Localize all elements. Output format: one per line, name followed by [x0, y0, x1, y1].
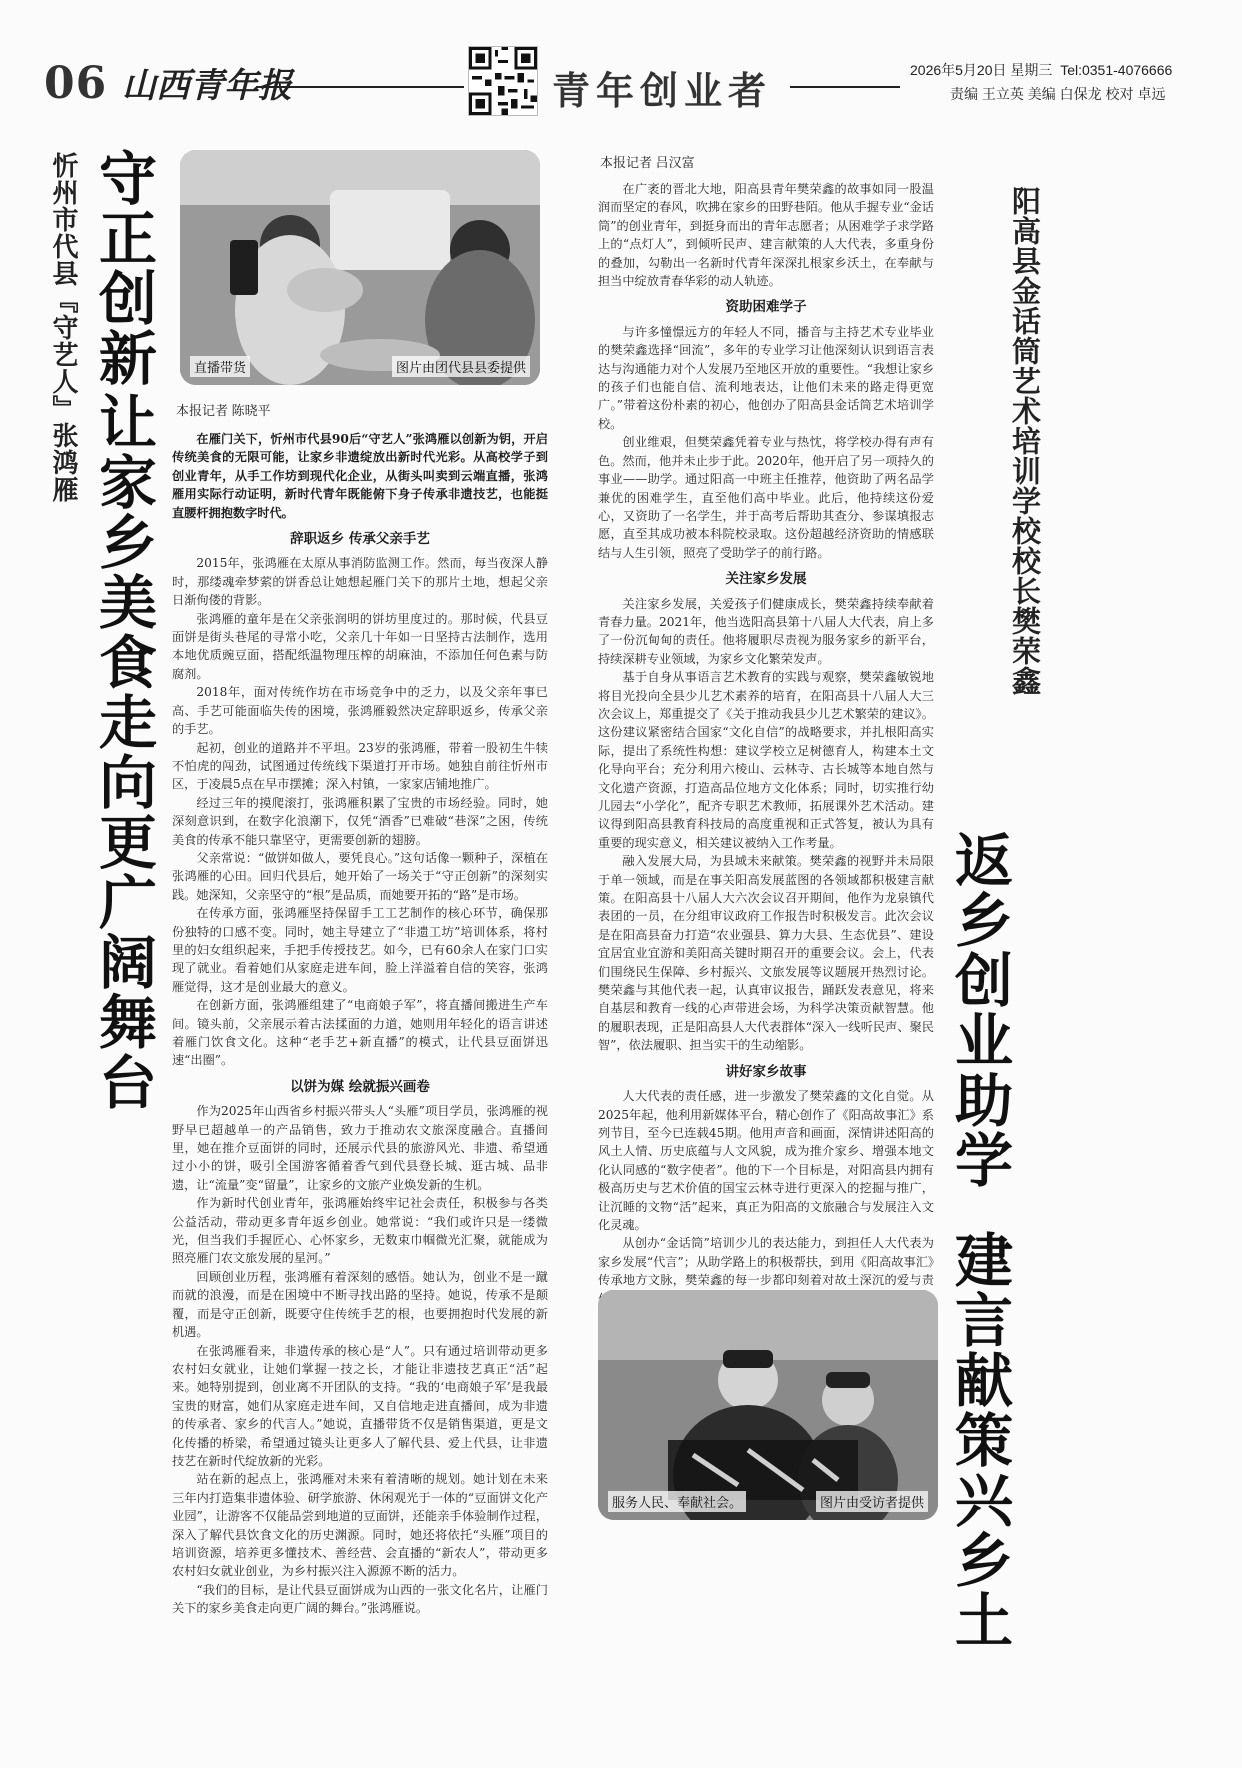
left-story-photo [180, 150, 540, 385]
paragraph: 父亲常说：“做饼如做人，要凭良心。”这句话像一颗种子，深植在张鸿雁的心田。回归代县后，她开始了一场关于“守正创新”的深刻实践。她深知，父亲坚守的“根”是品质，而她要开拓的“路”是市场。 [172, 850, 548, 902]
left-section-2-title: 以饼为媒 绘就振兴画卷 [290, 1078, 430, 1095]
paragraph: 关注家乡发展，关爱孩子们健康成长，樊荣鑫持续奉献着青春力量。2021年，他当选阳高县第十八届人大代表，肩上多了一份沉甸甸的责任。他将履职尽责视为服务家乡的新平台，持续深耕专业领域，为家乡文化繁荣发声。 [598, 596, 934, 666]
header-rule-right [790, 86, 900, 88]
left-story-headline-1: 守正创新 [89, 148, 157, 388]
paragraph: 作为新时代创业青年，张鸿雁始终牢记社会责任，积极参与各类公益活动，带动更多青年返乡创业。她常说：“我们或许只是一缕微光，但当我们手握匠心、心怀家乡，无数束巾帼微光汇聚，就能成为照亮雁门农文旅发展的星河。” [172, 1196, 548, 1266]
section-title: 青年创业者 [552, 68, 773, 113]
paragraph: 在传承方面，张鸿雁坚持保留手工工艺制作的核心环节，确保那份独特的口感不变。同时，她主导建立了“非遗工坊”培训体系，将村里的妇女组织起来，手把手传授技艺。如今，已有60余人在家门口实现了就业。看着她们从家庭走进车间，脸上洋溢着自信的笑容，张鸿雁觉得，这才是创业最大的意义。 [172, 906, 548, 994]
editors-credit: 责编 王立英 美编 白保龙 校对 卓远 [950, 86, 1166, 102]
left-story-subhead: 忻州市代县『守艺人』张鸿雁 [48, 152, 78, 503]
left-story-lead: 在雁门关下，忻州市代县90后“守艺人”张鸿雁以创新为钥，开启传统美食的无限可能，让家乡非遗绽放出新时代光彩。从高校学子到创业青年，从手工作坊到现代化企业，从街头叫卖到云端直播，张鸿雁用实际行动证明，新时代青年既能俯下身子传承非遗技艺，也能挺直腰杆拥抱数字时代。 [172, 432, 548, 520]
tel-number: Tel:0351-4076666 [1060, 62, 1173, 78]
left-section-1-title: 辞职返乡 传承父亲手艺 [290, 531, 430, 548]
right-section-2-title: 关注家乡发展 [725, 571, 807, 588]
paragraph: 创业维艰，但樊荣鑫凭着专业与热忱，将学校办得有声有色。然而，他并未止步于此。2020年，他开启了另一项持久的事业——助学。通过阳高一中班主任推荐，他资助了两名品学兼优的困难学生，直至他们高中毕业。此后，他持续这份爱心，又资助了一名学生，并于高考后帮助其查分、参谋填报志愿，直至其成功被本科院校录取。这份超越经济资助的情感联结与人生引领，照亮了受助学子的前行路。 [598, 435, 934, 560]
date-line [910, 60, 1172, 80]
livestream-photo-illustration [180, 150, 540, 385]
father-son-photo-illustration [598, 1290, 938, 1520]
paragraph: “我们的目标，是让代县豆面饼成为山西的一张文化名片，让雁门关下的家乡美食走向更广阔的舞台。”张鸿雁说。 [172, 1582, 548, 1616]
left-photo-caption: 直播带货 [190, 356, 250, 377]
paragraph: 从创办“金话筒”培训少儿的表达能力，到担任人大代表为家乡发展“代言”；从助学路上的积极帮扶，到用《阳高故事汇》传承地方文脉，樊荣鑫的每一步都印刻着对故土深沉的爱与责 [598, 1236, 934, 1288]
paragraph: 融入发展大局，为县域未来献策。樊荣鑫的视野并未局限于单一领域，而是在事关阳高发展蓝图的各领域都积极建言献策。在阳高县十八届人大六次会议召开期间，他作为龙泉镇代表团的一员，在分组审议政府工作报告时积极发言。此次会议是在阳高县奋力打造“农业强县、算力大县、生态优县”、建设宜居宜业宜游和美阳高关键时期召开的重要会议。会上，代表们围绕民生保障、乡村振兴、文旅发展等议题展开热烈讨论。樊荣鑫与其他代表一起，认真审议报告，踊跃发表意见，将来自基层和教育一线的心声带进会场，为科学决策贡献智慧。他的履职表现，正是阳高县人大代表群体“深入一线听民声、聚民智”，依法履职、担当实干的生动缩影。 [598, 854, 934, 1053]
right-story-headline-2: 建言献策兴乡土 [945, 1230, 1013, 1650]
issue-date: 2026年5月20日 星期三 [910, 62, 1053, 78]
right-story-headline-1: 返乡创业助学 [945, 830, 1013, 1190]
right-section-1-title: 资助困难学子 [725, 299, 807, 316]
paragraph: 在张鸿雁看来，非遗传承的核心是“人”。只有通过培训带动更多农村妇女就业，让她们掌握一技之长，才能让非遗技艺真正“活”起来。她特别提到，创业离不开团队的支持。“我的‘电商娘子军’是我最宝贵的财富，她们从家庭走进车间，又自信地走进直播间，成为非遗的传承者、家乡的代言人。”她说，直播带货不仅是销售渠道，更是文化传播的桥梁，希望通过镜头让更多人了解代县、爱上代县，让非遗技艺在新时代绽放新的光彩。 [172, 1343, 548, 1468]
paragraph: 站在新的起点上，张鸿雁对未来有着清晰的规划。她计划在未来三年内打造集非遗体验、研学旅游、休闲观光于一体的“豆面饼文化产业园”，让游客不仅能品尝到地道的豆面饼，还能亲手体验制作过程，深入了解代县饮食文化的历史渊源。同时，她还将依托“头雁”项目的培训资源，培养更多懂技术、善经营、会直播的“新农人”，带动更多农村妇女就业创业，为乡村振兴注入源源不断的活力。 [172, 1472, 548, 1579]
newspaper-masthead: 山西青年报 [122, 66, 292, 106]
paragraph: 基于自身从事语言艺术教育的实践与观察，樊荣鑫敏锐地将目光投向全县少儿艺术素养的培育，在阳高县十八届人大三次会议上，郑重提交了《关于推动我县少儿艺术繁荣的建议》。这份建议紧密结合国家“文化自信”的战略要求，并扎根阳高实际，提出了系统性构想：建议学校立足树德育人，构建本土文化导向平台；充分利用六棱山、云林寺、古长城等本地自然与文化遗产资源，打造高品位地方文化体系；同时，切实推行幼儿园去“小学化”，配齐专职艺术教师，拓展课外艺术活动。建议得到阳高县教育科技局的高度重视和正式答复，被认为具有重要的现实意义，相关建议被纳入工作考量。 [598, 670, 934, 850]
qr-code-icon [468, 46, 538, 116]
page-number: 06 [44, 58, 108, 109]
right-photo-credit: 图片由受访者提供 [816, 1491, 928, 1512]
paragraph: 张鸿雁的童年是在父亲张润明的饼坊里度过的。那时候，代县豆面饼是街头巷尾的寻常小吃，父亲几十年如一日坚持古法制作，选用本地优质豌豆面，搭配纸温物理压榨的胡麻油，不添加任何色素与防腐剂。 [172, 611, 548, 681]
right-story-subhead: 阳高县金话筒艺术培训学校校长樊荣鑫 [1008, 186, 1042, 696]
left-photo-credit: 图片由团代县县委提供 [392, 356, 530, 377]
right-section-3-title: 讲好家乡故事 [725, 1063, 807, 1080]
right-photo-caption: 服务人民、奉献社会。 [608, 1491, 746, 1512]
right-story-byline: 本报记者 吕汉富 [600, 155, 695, 170]
paragraph: 在创新方面，张鸿雁组建了“电商娘子军”，将直播间搬进生产车间。镜头前，父亲展示着古法揉面的力道，她则用年轻化的语言讲述着雁门饮食文化。这种“老手艺+新直播”的模式，让代县豆面饼迅速“出圈”。 [172, 998, 548, 1068]
paragraph: 2018年，面对传统作坊在市场竞争中的乏力，以及父亲年事已高、手艺可能面临失传的困境，张鸿雁毅然决定辞职返乡，传承父亲的手艺。 [172, 685, 548, 737]
paragraph: 2015年，张鸿雁在太原从事消防监测工作。然而，每当夜深人静时，那缕魂牵梦萦的饼香总让她想起雁门关下的那片土地，想起父亲日渐佝偻的背影。 [172, 556, 548, 608]
paragraph: 作为2025年山西省乡村振兴带头人“头雁”项目学员，张鸿雁的视野早已超越单一的产品销售，致力于推动农文旅深度融合。直播间里，她在推介豆面饼的同时，还展示代县的旅游风光、非遗、希望通过小小的饼，吸引全国游客循着香气到代县登长城、逛古城、品非遗，让“流量”变“留量”，让家乡的文旅产业焕发新的生机。 [172, 1104, 548, 1192]
right-story-body [598, 180, 934, 1345]
header-rule-left [256, 86, 464, 88]
paragraph: 人大代表的责任感，进一步激发了樊荣鑫的文化自觉。从2025年起，他利用新媒体平台，精心创作了《阳高故事汇》系列节目，至今已连载45期。他用声音和画面，深情讲述阳高的风土人情、历史底蕴与人文风貌，成为推介家乡、增强本地文化认同感的“数字使者”。他的下一个目标是，对阳高县内拥有极高历史与艺术价值的国宝云林寺进行更深入的挖掘与推广，让沉睡的文物“活”起来，真正为阳高的文旅融合与发展注入文化灵魂。 [598, 1089, 934, 1232]
page-header [0, 0, 1242, 115]
paragraph: 起初，创业的道路并不平坦。23岁的张鸿雁，带着一股初生牛犊不怕虎的闯劲，试图通过传统线下渠道打开市场。她独自前往忻州市区，于凌晨5点在早市摆摊；深入村镇，一家家店铺地推广。 [172, 740, 548, 792]
right-story-intro: 在广袤的晋北大地，阳高县青年樊荣鑫的故事如同一股温润而坚定的春风，吹拂在家乡的田野巷陌。他从手握专业“金话筒”的创业青年，到挺身而出的青年志愿者；从困难学子求学路上的“点灯人”，到倾听民声、建言献策的人大代表，多重身份的叠加，勾勒出一名新时代青年深深扎根家乡沃土，在奉献与担当中绽放青春华彩的动人轨迹。 [598, 182, 934, 289]
left-story-byline: 本报记者 陈晓平 [176, 403, 271, 418]
paragraph: 经过三年的摸爬滚打，张鸿雁积累了宝贵的市场经验。同时，她深刻意识到，在数字化浪潮下，仅凭“酒香”已难破“巷深”之困，传统美食的传承不能只靠坚守，更需要创新的翅膀。 [172, 795, 548, 847]
right-story-photo [598, 1290, 938, 1520]
paragraph: 与许多憧憬远方的年轻人不同，播音与主持艺术专业毕业的樊荣鑫选择“回流”，多年的专业学习让他深刻认识到语言表达与沟通能力对个人发展乃至地区开放的重要性。“我想让家乡的孩子们也能自信、流利地表达，让他们未来的路走得更宽广。”带着这份朴素的初心，他创办了阳高县金话筒艺术培训学校。 [598, 324, 934, 431]
paragraph: 回顾创业历程，张鸿雁有着深刻的感悟。她认为，创业不是一蹴而就的浪漫，而是在困境中不断寻找出路的坚持。她说，传承不是颠覆，而是守正创新，既要守住传统手艺的根，也要拥抱时代发展的新机遇。 [172, 1269, 548, 1340]
left-story-body [172, 430, 548, 1618]
left-story-headline-2: 让家乡美食走向更广阔舞台 [89, 392, 157, 1112]
